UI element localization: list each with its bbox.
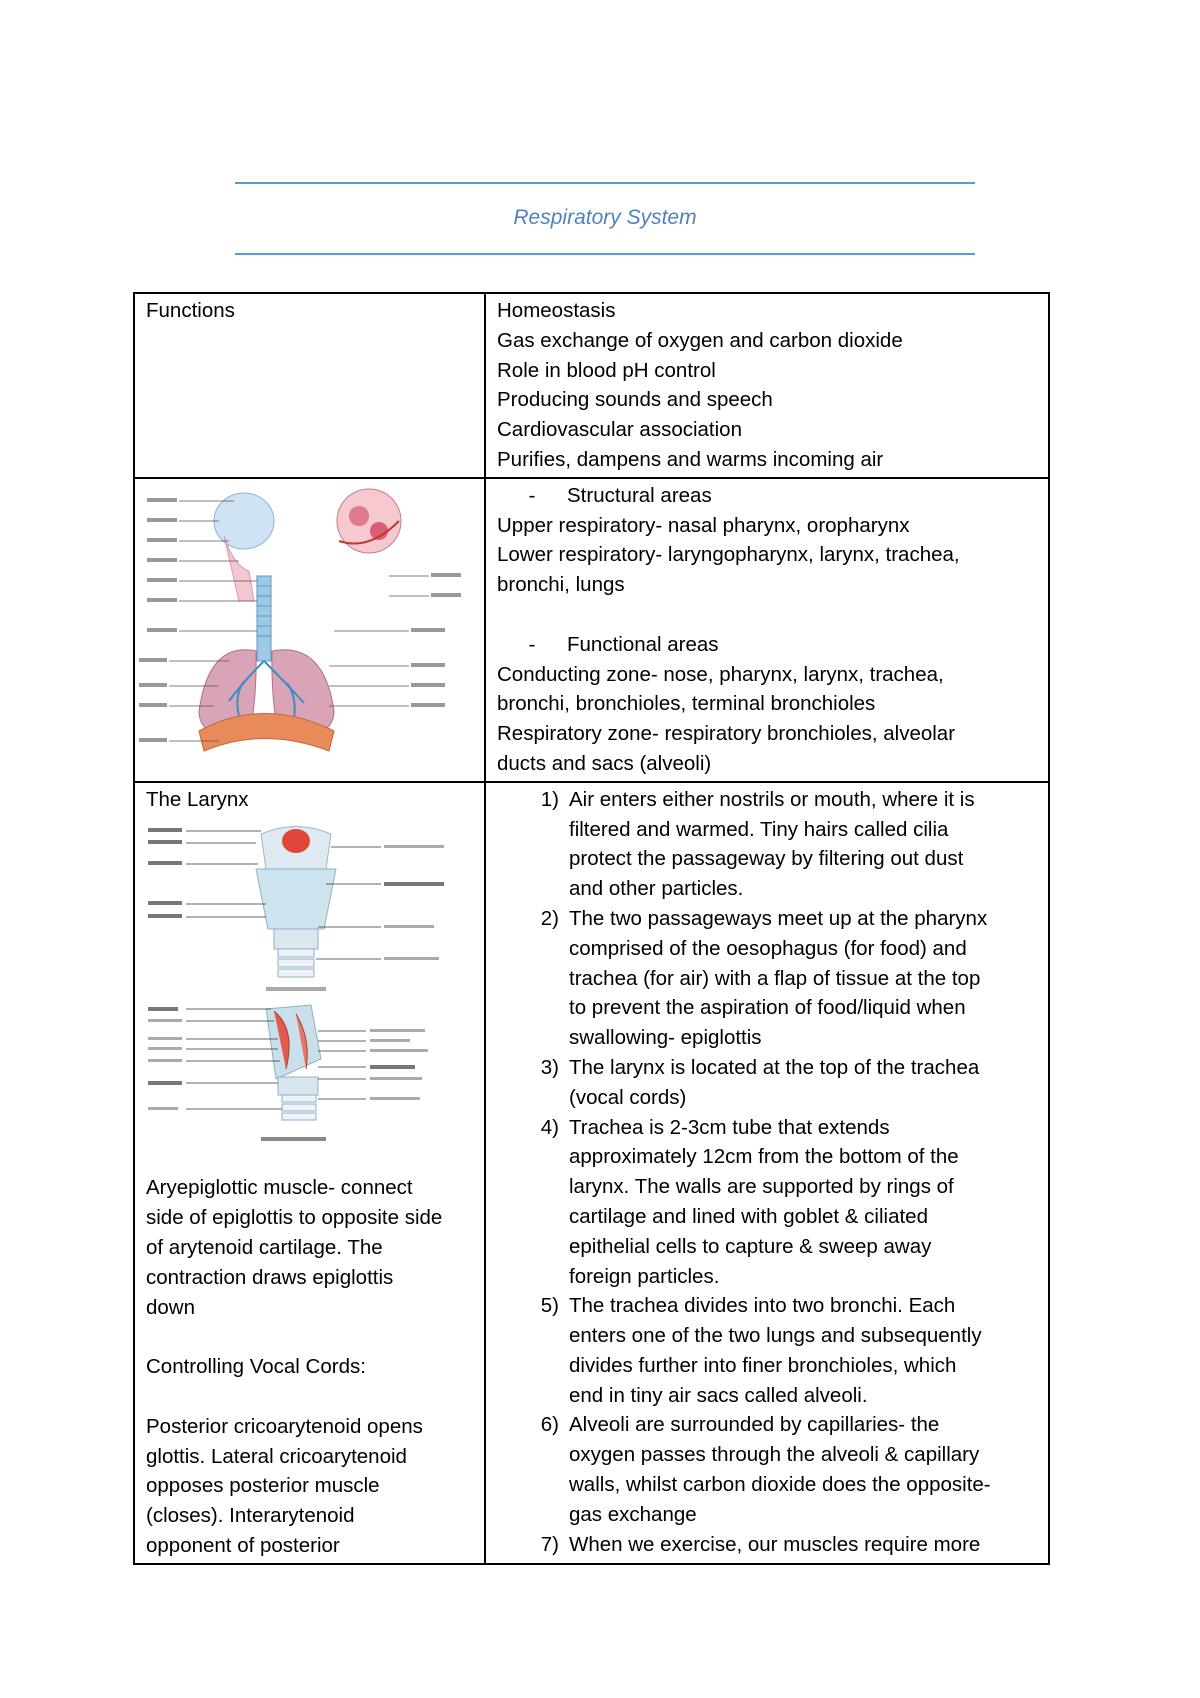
function-item: Role in blood pH control xyxy=(497,358,716,382)
step-line: larynx. The walls are supported by rings of xyxy=(569,1175,954,1199)
functional-line: ducts and sacs (alveoli) xyxy=(497,751,712,775)
aryepiglottic-line: side of epiglottis to opposite side xyxy=(146,1206,443,1230)
step-line: The larynx is located at the top of the trachea xyxy=(569,1055,980,1079)
step-line: divides further into finer bronchioles, which xyxy=(569,1353,957,1377)
aryepiglottic-line: down xyxy=(146,1295,196,1319)
functions-list-cell xyxy=(485,293,1049,478)
step-text xyxy=(559,1410,1038,1529)
aryepiglottic-line: Aryepiglottic muscle- connect xyxy=(146,1176,413,1200)
step-number: 2) xyxy=(540,906,559,930)
step-line: Trachea is 2-3cm tube that extends xyxy=(569,1115,890,1139)
step-line: comprised of the oesophagus (for food) and xyxy=(569,936,967,960)
step-text xyxy=(559,904,1038,1053)
step-line: When we exercise, our muscles require more xyxy=(569,1532,981,1556)
step-text xyxy=(559,1053,1038,1113)
step-line: approximately 12cm from the bottom of the xyxy=(569,1145,959,1169)
step-text xyxy=(559,785,1038,904)
aryepiglottic-line: of arytenoid cartilage. The xyxy=(146,1235,383,1259)
aryepiglottic-line: contraction draws epiglottis xyxy=(146,1265,394,1289)
step-line: to prevent the aspiration of food/liquid when xyxy=(569,996,966,1020)
structural-line: Lower respiratory- laryngopharynx, larynx, trachea, xyxy=(497,543,960,567)
function-item: Gas exchange of oxygen and carbon dioxide xyxy=(497,328,903,352)
respiratory-system-diagram xyxy=(139,481,479,771)
functional-line: Conducting zone- nose, pharynx, larynx, trachea, xyxy=(497,662,944,686)
airway-steps-list xyxy=(486,785,1038,1560)
functions-label: Functions xyxy=(146,299,235,322)
cricoarytenoid-line: glottis. Lateral cricoarytenoid xyxy=(146,1444,407,1468)
step-line: oxygen passes through the alveoli & capillary xyxy=(569,1443,980,1467)
vocal-cords-heading: Controlling Vocal Cords: xyxy=(146,1355,366,1379)
airway-step xyxy=(486,1530,1038,1560)
title-rule-bottom xyxy=(235,253,975,255)
notes-table xyxy=(133,292,1050,1565)
functional-line: Respiratory zone- respiratory bronchioles, alveolar xyxy=(497,722,956,746)
functions-label-cell xyxy=(134,293,485,478)
step-number: 1) xyxy=(540,787,559,811)
cricoarytenoid-line: Posterior cricoarytenoid opens xyxy=(146,1414,423,1438)
airway-step xyxy=(486,1410,1038,1529)
step-line: enters one of the two lungs and subsequently xyxy=(569,1324,982,1348)
function-item: Producing sounds and speech xyxy=(497,388,773,412)
step-line: epithelial cells to capture & sweep away xyxy=(569,1234,932,1258)
dash-bullet: - xyxy=(528,632,536,656)
step-number: 3) xyxy=(540,1055,559,1079)
document-title: Respiratory System xyxy=(513,206,697,229)
step-line: filtered and warmed. Tiny hairs called cilia xyxy=(569,817,949,841)
structural-heading-text: Structural areas xyxy=(567,483,712,507)
functional-heading-text: Functional areas xyxy=(567,632,719,656)
step-number: 7) xyxy=(540,1532,559,1556)
cricoarytenoid-line: (closes). Interarytenoid xyxy=(146,1504,355,1528)
larynx-row xyxy=(134,782,1049,1564)
airway-step xyxy=(486,1113,1038,1292)
title-rule-top xyxy=(235,182,975,184)
areas-cell xyxy=(485,478,1049,782)
step-line: The trachea divides into two bronchi. Each xyxy=(569,1294,956,1318)
step-line: trachea (for air) with a flap of tissue at the top xyxy=(569,966,981,990)
larynx-cell xyxy=(134,782,485,1564)
step-line: Alveoli are surrounded by capillaries- the xyxy=(569,1413,940,1437)
step-line: walls, whilst carbon dioxide does the opposite- xyxy=(569,1473,991,1497)
cricoarytenoid-line: opposes posterior muscle xyxy=(146,1474,380,1498)
areas-row xyxy=(134,478,1049,782)
functions-row xyxy=(134,293,1049,478)
airway-step xyxy=(486,1053,1038,1113)
airway-steps-cell xyxy=(485,782,1049,1564)
step-line: foreign particles. xyxy=(569,1264,720,1288)
airway-step xyxy=(486,904,1038,1053)
structural-line: Upper respiratory- nasal pharynx, oropharynx xyxy=(497,513,910,537)
step-line: Air enters either nostrils or mouth, where it is xyxy=(569,787,975,811)
step-line: protect the passageway by filtering out dust xyxy=(569,847,964,871)
step-line: The two passageways meet up at the pharynx xyxy=(569,906,988,930)
step-line: swallowing- epiglottis xyxy=(569,1026,762,1050)
larynx-diagram xyxy=(146,819,466,1144)
step-number: 4) xyxy=(540,1115,559,1139)
step-line: cartilage and lined with goblet & ciliated xyxy=(569,1204,928,1228)
step-text xyxy=(559,1291,1038,1410)
step-line: end in tiny air sacs called alveoli. xyxy=(569,1383,868,1407)
step-text xyxy=(559,1530,1038,1560)
function-item: Cardiovascular association xyxy=(497,418,742,442)
step-line: (vocal cords) xyxy=(569,1085,687,1109)
step-number: 6) xyxy=(540,1413,559,1437)
step-line: gas exchange xyxy=(569,1502,697,1526)
function-item: Purifies, dampens and warms incoming air xyxy=(497,447,884,471)
anatomy-figure-cell xyxy=(134,478,485,782)
step-number: 5) xyxy=(540,1294,559,1318)
function-item: Homeostasis xyxy=(497,299,616,322)
dash-bullet: - xyxy=(528,483,536,507)
structural-heading xyxy=(497,481,1038,511)
airway-step xyxy=(486,785,1038,904)
step-text xyxy=(559,1113,1038,1292)
structural-line: bronchi, lungs xyxy=(497,573,625,597)
cricoarytenoid-line: opponent of posterior xyxy=(146,1533,340,1557)
larynx-title: The Larynx xyxy=(146,787,249,811)
airway-step xyxy=(486,1291,1038,1410)
step-line: and other particles. xyxy=(569,877,744,901)
functional-heading xyxy=(497,630,1038,660)
functional-line: bronchi, bronchioles, terminal bronchioles xyxy=(497,692,876,716)
